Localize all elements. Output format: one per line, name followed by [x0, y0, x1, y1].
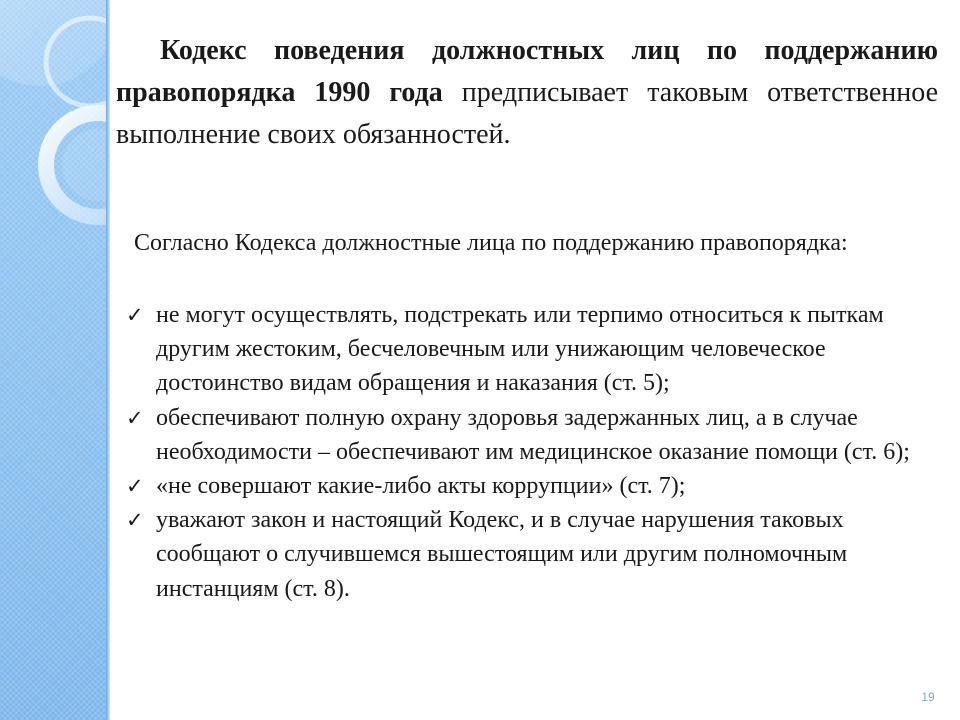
- slide-title: [116, 30, 938, 156]
- checkmark-icon: ✓: [126, 303, 144, 327]
- side-panel-border: [106, 0, 110, 720]
- list-item-text: не могут осуществлять, подстрекать или терпимо относиться к пыткам другим жестоким, бесчеловечным или унижающим человеческое достоинство видам обращения и наказания (ст. 5);: [156, 302, 884, 397]
- title-normal-text: предписывает таковым ответственное выполнение своих обязанностей.: [116, 77, 938, 150]
- decorative-circles-graphic: [0, 0, 106, 720]
- intro-label: Согласно Кодекса должностные лица по поддержанию правопорядка:: [134, 230, 848, 256]
- list-item: [126, 401, 932, 469]
- list-item-text: уважают закон и настоящий Кодекс, и в случае нарушения таковых сообщают о случившемся вышестоящим или другим полномочным инстанциям (ст. 8).: [156, 507, 848, 602]
- intro-text: [126, 226, 906, 260]
- checkmark-icon: ✓: [126, 474, 144, 499]
- list-item-text: обеспечивают полную охрану здоровья задержанных лиц, а в случае необходимости – обеспечивают им медицинское оказание помощи (ст. 6);: [156, 404, 910, 465]
- list-item: [126, 469, 932, 503]
- list-item: [126, 503, 932, 606]
- list-item: [126, 298, 932, 401]
- title-bold-text: Кодекс поведения должностных лиц по поддержанию правопорядка 1990 года: [116, 35, 938, 108]
- list-item-text: «не совершают какие-либо акты коррупции» (ст. 7);: [156, 473, 686, 500]
- checkmark-icon: ✓: [126, 405, 144, 430]
- decorative-side-panel: [0, 0, 106, 720]
- checkmark-icon: ✓: [126, 508, 144, 533]
- obligations-list: [126, 298, 932, 606]
- page-number: 19: [921, 690, 935, 704]
